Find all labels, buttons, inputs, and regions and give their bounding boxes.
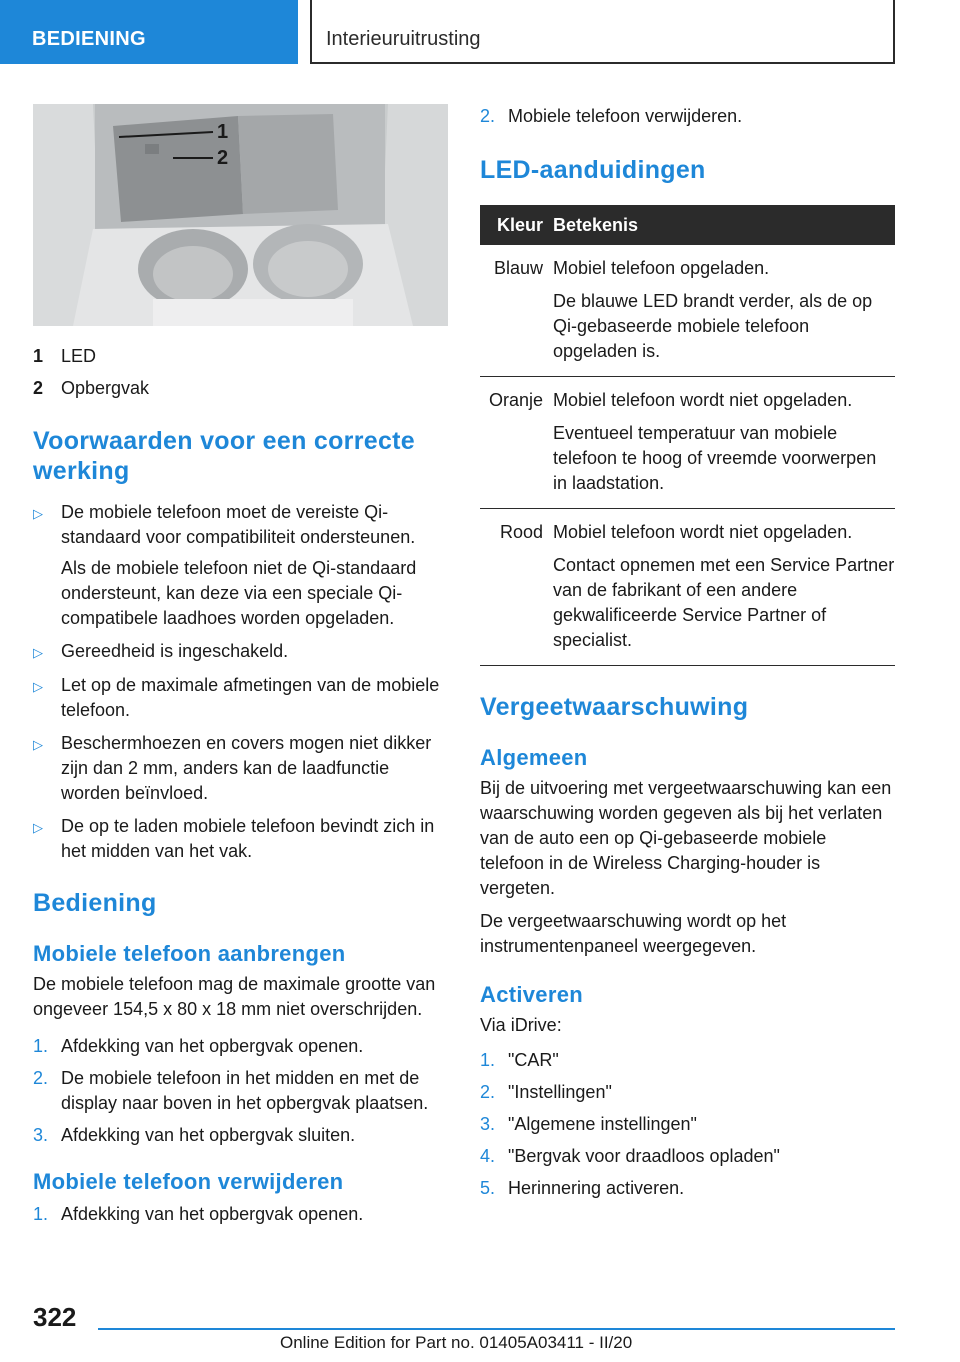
vergeet-heading: Vergeetwaarschuwing xyxy=(480,693,749,721)
section-title: BEDIENING xyxy=(32,28,146,50)
page-number: 322 xyxy=(33,1302,77,1332)
led-table-header xyxy=(480,205,895,245)
section-tab xyxy=(0,0,298,64)
step-text: Mobiele telefoon verwijderen. xyxy=(508,106,743,126)
verwijderen-heading: Mobiele telefoon verwijderen xyxy=(33,1169,344,1194)
cell-kleur: Blauw xyxy=(480,245,553,377)
legend-number: 2 xyxy=(33,378,44,398)
voorwaarden-heading: Voorwaarden voor een correcte werking xyxy=(33,427,415,485)
step-number: 2. xyxy=(480,1082,496,1102)
left-column xyxy=(33,104,448,1234)
cell-sub: Eventueel temperatuur van mobiele telefoon te hoog of vreemde voorwerpen in laadstation. xyxy=(553,423,877,493)
cell-kleur: Oranje xyxy=(480,377,553,509)
table-row xyxy=(480,245,895,377)
step-item xyxy=(33,1123,448,1148)
legend-label: LED xyxy=(61,346,97,366)
footer-divider xyxy=(98,1328,895,1330)
step-number: 1. xyxy=(480,1050,496,1070)
figure-legend xyxy=(33,340,448,404)
algemeen-paragraph-1: Bij de uitvoering met vergeetwaarschuwing kan een waarschuwing worden gegeven als bij het verlaten van de auto een op Qi-gebaseerde mobiele telefoon in de Wireless Charging-houder is vergeten. xyxy=(480,778,892,898)
triangle-bullet-icon: ▷ xyxy=(33,679,43,694)
step-text: Herinnering activeren. xyxy=(508,1178,685,1198)
chapter-tab xyxy=(310,0,895,64)
algemeen-paragraph-2: De vergeetwaarschuwing wordt op het instrumentenpaneel weergegeven. xyxy=(480,911,787,956)
step-text: "Bergvak voor draadloos opladen" xyxy=(508,1146,780,1166)
step-number: 2. xyxy=(33,1068,49,1088)
triangle-bullet-icon: ▷ xyxy=(33,645,43,660)
cell-betekenis xyxy=(553,377,895,509)
step-number: 3. xyxy=(480,1114,496,1134)
step-number: 4. xyxy=(480,1146,496,1166)
list-item xyxy=(33,673,448,723)
activeren-steps xyxy=(480,1048,895,1201)
step-item xyxy=(480,1048,895,1073)
step-text: "Algemene instellingen" xyxy=(508,1114,697,1134)
list-item-extra: Als de mobiele telefoon niet de Qi-standaard ondersteunt, kan deze via een speciale Qi-compatibele laadhoes worden opgeladen. xyxy=(61,558,417,628)
chapter-title: Interieuruitrusting xyxy=(326,28,481,50)
list-item xyxy=(33,500,448,631)
step-item xyxy=(480,1176,895,1201)
step-number: 3. xyxy=(33,1125,49,1145)
triangle-bullet-icon: ▷ xyxy=(33,737,43,752)
activeren-heading: Activeren xyxy=(480,982,583,1007)
cell-main: Mobiel telefoon opgeladen. xyxy=(553,258,770,278)
cell-sub: Contact opnemen met een Service Partner van de fabrikant of een andere gekwalificeerde Service Partner of specialist. xyxy=(553,555,895,650)
step-text: Afdekking van het opbergvak openen. xyxy=(61,1204,364,1224)
cell-main: Mobiel telefoon wordt niet opgeladen. xyxy=(553,522,853,542)
list-item xyxy=(33,814,448,864)
triangle-bullet-icon: ▷ xyxy=(33,506,43,521)
legend-number: 1 xyxy=(33,346,44,366)
step-text: Afdekking van het opbergvak sluiten. xyxy=(61,1125,356,1145)
cell-kleur: Rood xyxy=(480,509,553,666)
callout-1: 1 xyxy=(217,121,229,143)
cell-betekenis xyxy=(553,245,895,377)
aanbrengen-steps xyxy=(33,1034,448,1148)
step-number: 1. xyxy=(33,1036,49,1056)
step-item xyxy=(33,1034,448,1059)
step-item xyxy=(33,1066,448,1116)
legend-label: Opbergvak xyxy=(61,378,150,398)
step-number: 5. xyxy=(480,1178,496,1198)
triangle-bullet-icon: ▷ xyxy=(33,820,43,835)
aanbrengen-intro: De mobiele telefoon mag de maximale grootte van ongeveer 154,5 x 80 x 18 mm niet overschrijden. xyxy=(33,974,436,1019)
led-heading: LED-aanduidingen xyxy=(480,156,706,184)
legend-item xyxy=(33,372,448,404)
list-item-text: Beschermhoezen en covers mogen niet dikker zijn dan 2 mm, anders kan de laadfunctie worden beïnvloed. xyxy=(61,733,432,803)
list-item-text: Gereedheid is ingeschakeld. xyxy=(61,641,289,661)
storage-compartment-photo xyxy=(33,104,448,326)
step-item xyxy=(480,1144,895,1169)
list-item-text: Let op de maximale afmetingen van de mobiele telefoon. xyxy=(61,675,440,720)
led-table xyxy=(480,205,895,666)
list-item xyxy=(33,731,448,806)
column-header-betekenis: Betekenis xyxy=(553,205,895,245)
verwijderen-steps-right xyxy=(480,104,895,129)
step-text: Afdekking van het opbergvak openen. xyxy=(61,1036,364,1056)
step-text: "CAR" xyxy=(508,1050,559,1070)
cell-sub: De blauwe LED brandt verder, als de op Qi-gebaseerde mobiele telefoon opgeladen is. xyxy=(553,291,873,361)
algemeen-heading: Algemeen xyxy=(480,745,588,770)
table-row xyxy=(480,509,895,666)
step-text: "Instellingen" xyxy=(508,1082,612,1102)
cell-main: Mobiel telefoon wordt niet opgeladen. xyxy=(553,390,853,410)
step-item xyxy=(480,1080,895,1105)
list-item-text: De op te laden mobiele telefoon bevindt zich in het midden van het vak. xyxy=(61,816,435,861)
verwijderen-steps-left xyxy=(33,1202,448,1227)
activeren-intro: Via iDrive: xyxy=(480,1015,562,1035)
column-header-kleur: Kleur xyxy=(480,205,553,245)
step-item xyxy=(33,1202,448,1227)
bediening-heading: Bediening xyxy=(33,889,157,917)
step-item xyxy=(480,1112,895,1137)
cell-betekenis xyxy=(553,509,895,666)
voorwaarden-list xyxy=(33,500,448,864)
list-item-text: De mobiele telefoon moet de vereiste Qi-standaard voor compatibiliteit ondersteunen. xyxy=(61,502,416,547)
step-text: De mobiele telefoon in het midden en met de display naar boven in het opbergvak plaatsen. xyxy=(61,1068,429,1113)
aanbrengen-heading: Mobiele telefoon aanbrengen xyxy=(33,941,346,966)
photo-drawing xyxy=(33,104,448,326)
step-item xyxy=(480,104,895,129)
right-column xyxy=(480,104,895,1208)
list-item xyxy=(33,639,448,665)
step-number: 2. xyxy=(480,106,496,126)
table-row xyxy=(480,377,895,509)
callout-2: 2 xyxy=(217,147,229,169)
edition-note: Online Edition for Part no. 01405A03411 - II/20 xyxy=(280,1333,633,1352)
legend-item xyxy=(33,340,448,372)
step-number: 1. xyxy=(33,1204,49,1224)
